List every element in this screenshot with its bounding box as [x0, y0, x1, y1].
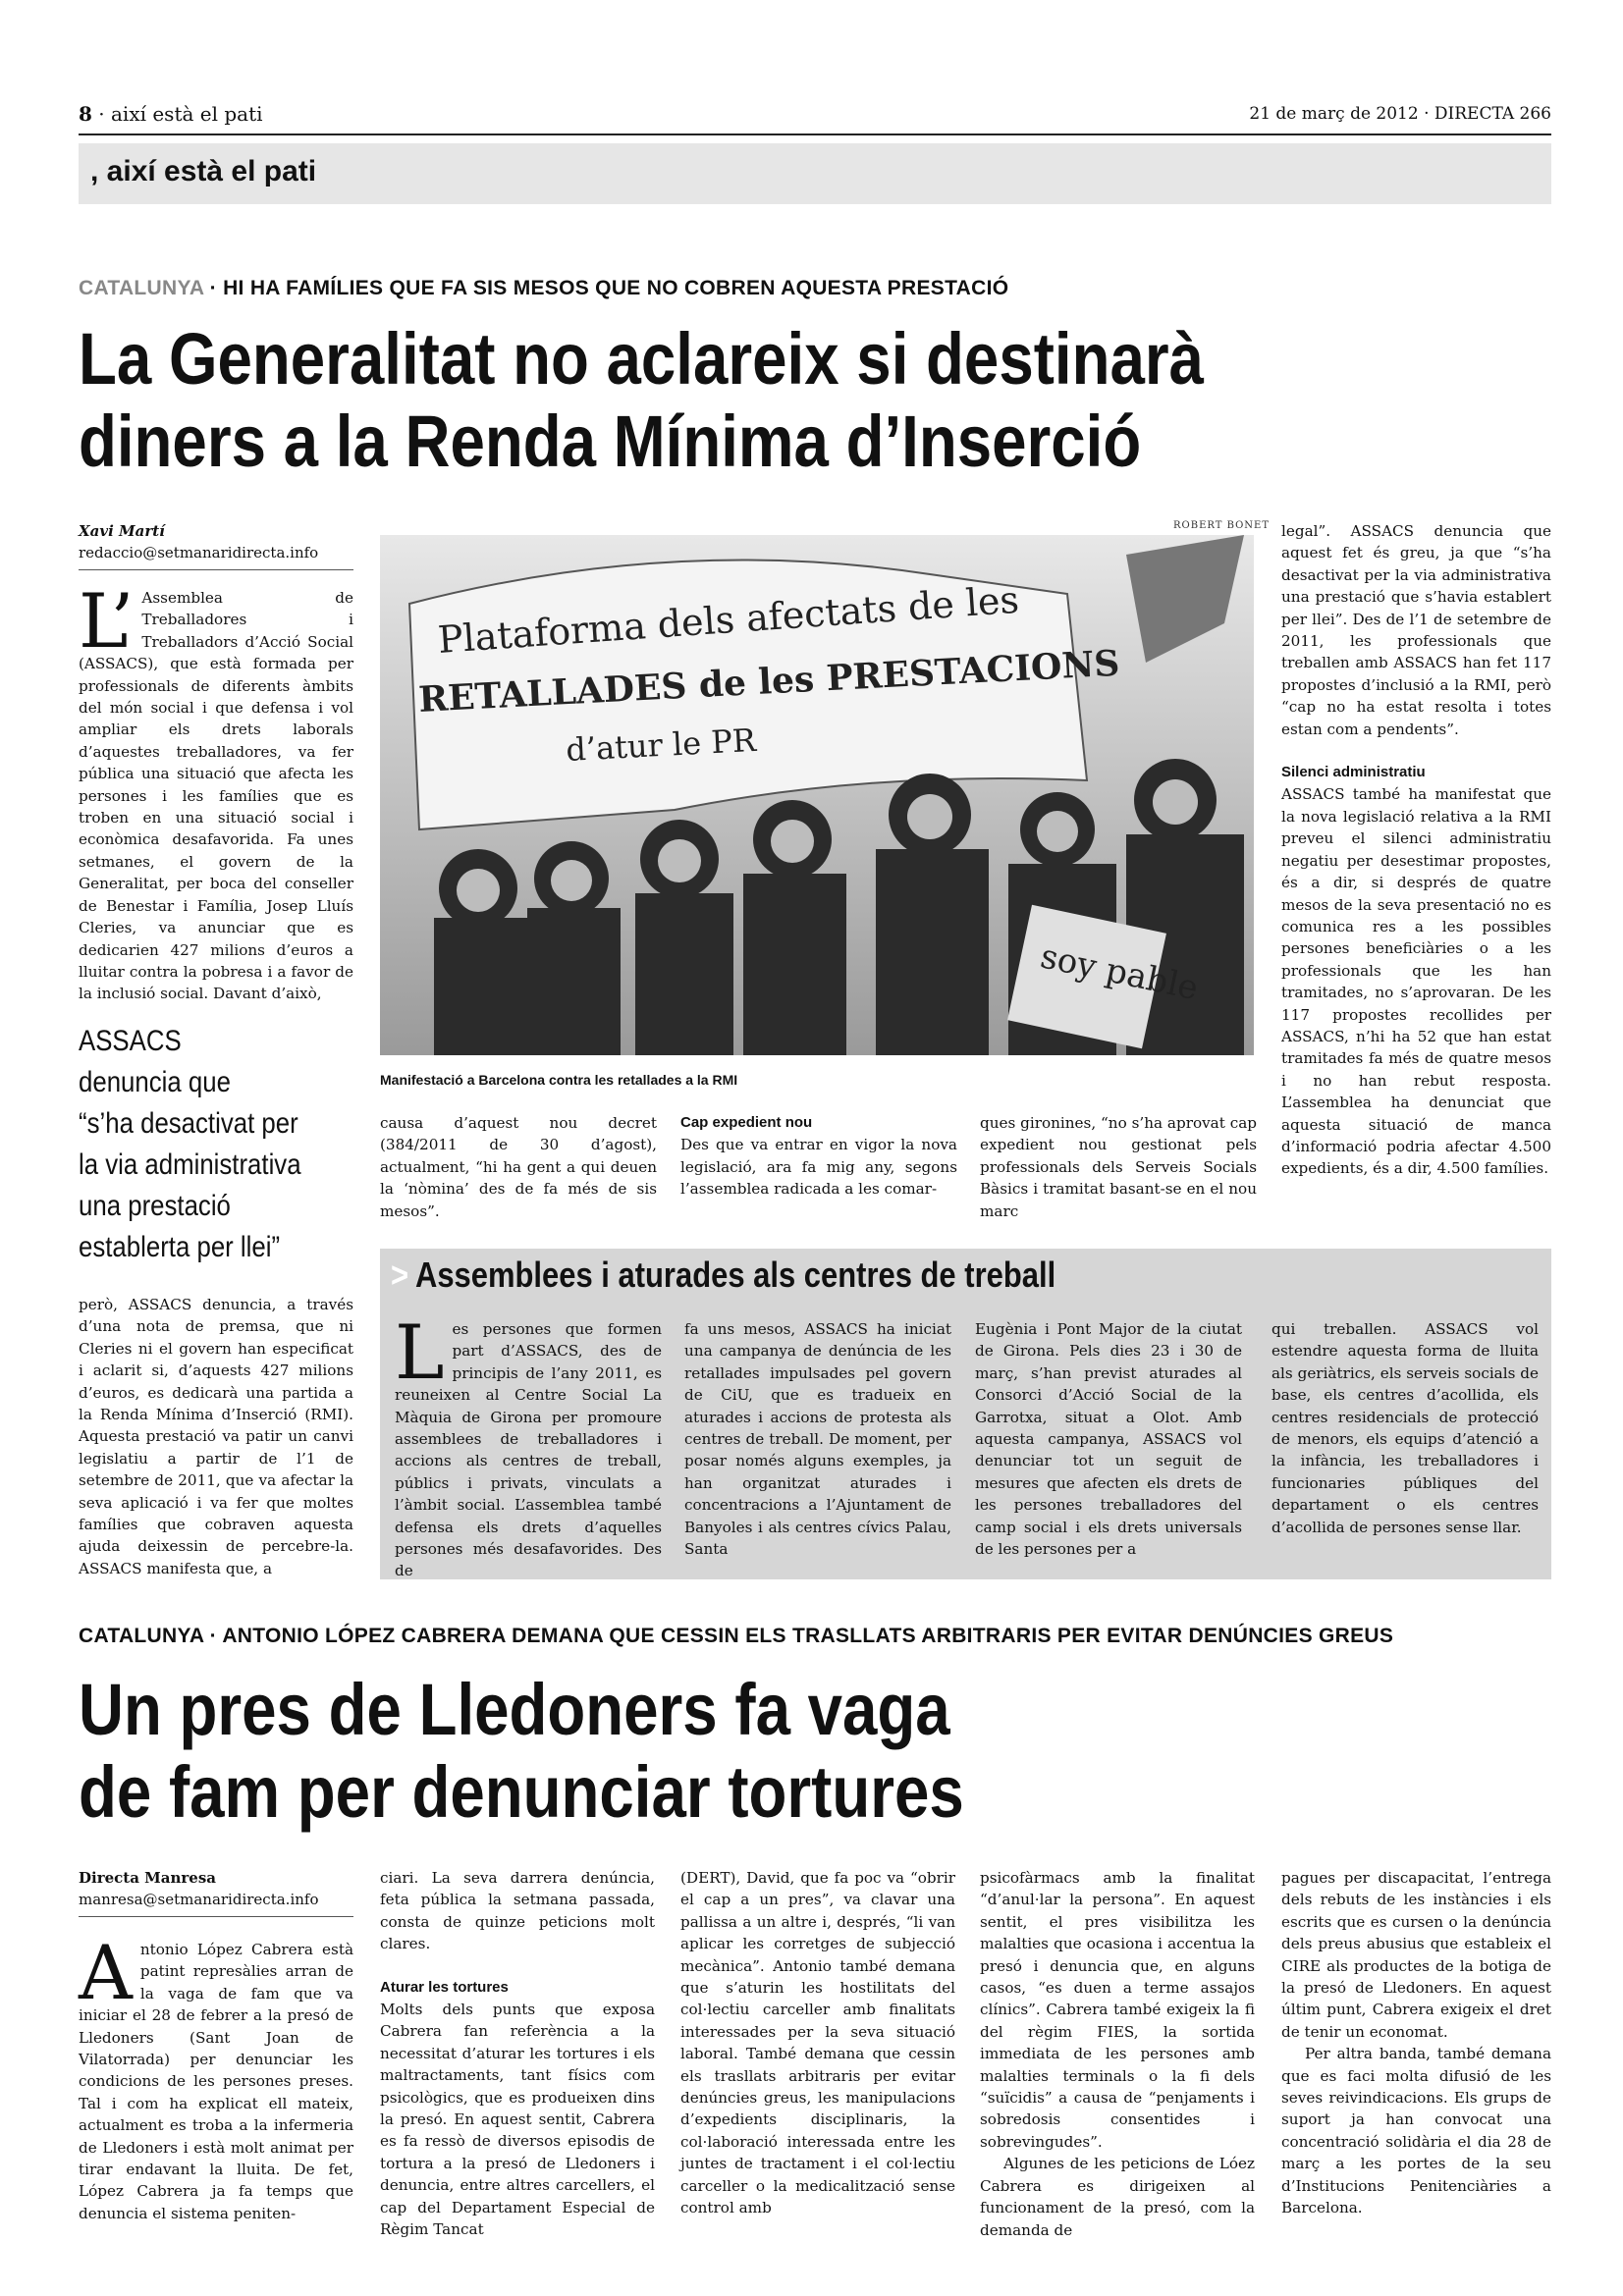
box-col4: [1271, 1318, 1539, 1538]
pull-quote: [79, 1021, 301, 1268]
page-folio: [79, 102, 263, 126]
story1-col2: [380, 1112, 657, 1222]
headline-line: diners a la Renda Mínima d’Inserció: [79, 400, 1142, 482]
body-text: causa d’aquest nou decret (384/2011 de 30 d’agost), actualment, “hi ha gent a qui deuen la ‘nòmina’ des de fa més de sis mesos”.: [380, 1114, 657, 1220]
body-text: ntonio López Cabrera està patint represàlies arran de la vaga de fam que va iniciar el 28 de febrer a la presó de Lledoners (Sant Joan de Vilatorrada) per denunciar les condicions de les persones preses. Tal i com ha explicat ell mateix, actualment es troba a la infermeria de Lledoners i està molt animat per tirar endavant la lluita. De fet, López Cabrera ja fa temps que denuncia el sistema peniten-: [79, 1941, 353, 2222]
body-text: qui treballen. ASSACS vol estendre aquesta forma de lluita als geriàtrics, els serveis socials de base, els centres d’acollida, els centres residencials de protecció de menors, els equips d’atenció a la infància, les treballadores i funcionaries públiques del departament o els centres d’acollida de persones sense llar.: [1271, 1320, 1539, 1536]
sidebar-box-title: [391, 1255, 1055, 1296]
box-marker: >: [391, 1255, 409, 1295]
story2-headline: [79, 1669, 964, 1834]
sign-text: soy pable: [1037, 936, 1202, 1009]
body-text: psicofàrmacs amb la finalitat “d’anul·lar la persona”. En aquest sentit, el pres visibilitza les malalties que ocasiona i accentua la presó i denuncia que, en alguns casos, “es duen a terme assajos clínics”. Cabrera també exigeix la fi del règim FIES, la sortida immediata de les persones amb malalties terminals o la fi dels “suïcidis” a causa de “penjaments i sobredosis consentides i sobrevingudes”.: [980, 1869, 1255, 2151]
story2-col1: [79, 1929, 353, 2224]
banner-line: RETALLADES de les PRESTACIONS: [417, 642, 1121, 721]
author-email[interactable]: redaccio@setmanaridirecta.info: [79, 544, 319, 561]
author-name: Directa Manresa: [79, 1869, 216, 1887]
story1-byline: [79, 520, 353, 570]
body-text: però, ASSACS denuncia, a través d’una nota de premsa, que ni Cleries ni el govern han especificat i aclarit si, d’aquests 427 milions d’euros, es dedicarà una partida a la Renda Mínima d’Inserció (RMI). Aquesta prestació va patir un canvi legislatiu a partir de l’1 de setembre de 2011, que va afectar la seva aplicació i va fer que moltes famílies que cobraven aquesta ajuda deixessin de percebre-la. ASSACS manifesta que, a: [79, 1296, 353, 1577]
body-text: ques gironines, “no s’ha aprovat cap expedient nou gestionat pels professionals dels Serveis Socials Bàsics i tramitat basant-se en el nou marc: [980, 1114, 1257, 1220]
pull-quote-line: la via administrativa: [79, 1148, 301, 1181]
body-text: legal”. ASSACS denuncia que aquest fet és greu, ja que “s’ha desactivat per la via administrativa una prestació que s’havia establert per llei”. Des de l’1 de setembre de 2011, les professionals que treballen amb ASSACS han fet 117 propostes d’inclusió a la RMI, però “cap no ha estat resolta i totes estan com a pendents”.: [1281, 522, 1551, 738]
body-text: pagues per discapacitat, l’entrega dels rebuts de les instàncies i els escrits que es cursen o la denúncia dels preus abusius que estableix el CIRE als productes de la botiga de la presó de Lledoners. En aquest últim punt, Cabrera exigeix el dret de tenir un economat.: [1281, 1869, 1551, 2041]
banner-line: Plataforma dels afectats de les: [436, 577, 1021, 662]
body-text: Assemblea de Treballadores i Treballadors d’Acció Social (ASSACS), que està formada per professionals de diferents àmbits del món social i que defensa i vol ampliar els drets laborals d’aquestes treballadores, va fer pública una situació que afecta les persones i les famílies que es troben en una situació social i econòmica desafavorida. Fa unes setmanes, el govern de la Generalitat, per boca del conseller de Benestar i Família, Josep Lluís Cleries, va anunciar que es dedicarien 427 milions d’euros a lluitar contra la pobresa i a favor de la inclusió social. Davant d’això,: [79, 589, 353, 1003]
section-band: [79, 143, 1551, 204]
story1-headline: [79, 318, 1204, 483]
story2-kicker: CATALUNYA · ANTONIO LÓPEZ CABRERA DEMANA QUE CESSIN ELS TRASLLATS ARBITRARIS PER EVITAR DENÚNCIES GREUS: [79, 1625, 1394, 1647]
kicker-text: · HI HA FAMÍLIES QUE FA SIS MESOS QUE NO COBREN AQUESTA PRESTACIÓ: [203, 277, 1009, 299]
story1-col1a: [79, 577, 353, 1005]
story2-col4: [980, 1867, 1255, 2241]
dropcap: L’: [79, 577, 135, 665]
body-text: fa uns mesos, ASSACS ha iniciat una campanya de denúncia de les retallades impulsades pel govern de CiU, que es tradueix en aturades i accions de protesta als centres de treball. De moment, per posar només alguns exemples, ja han organitzat aturades i concentracions a l’Ajuntament de Banyoles i als centres cívics Palau, Santa: [684, 1320, 951, 1559]
story1-col5: [1281, 520, 1551, 1180]
page-number: 8: [79, 102, 92, 126]
section-label: , així està el pati: [90, 155, 317, 187]
subheading: Aturar les tortures: [380, 1978, 509, 1996]
issue-info: 21 de març de 2012 · DIRECTA 266: [1249, 104, 1551, 124]
box-col1: [395, 1308, 662, 1582]
story2-col5: [1281, 1867, 1551, 2219]
body-text: es persones que formen part d’ASSACS, des de principis de l’any 2011, es reuneixen al Centre Social La Màquia de Girona per promoure assemblees de treballadores i accions als centres de treball, públics i privats, vinculats a l’àmbit social. L’assemblea també defensa els drets d’aquelles persones més desafavorides. Des de: [395, 1320, 662, 1580]
byline-rule: [79, 1916, 353, 1917]
story1-col4: [980, 1112, 1257, 1222]
pull-quote-line: una prestació: [79, 1190, 231, 1222]
subheading: Cap expedient nou: [680, 1114, 813, 1131]
kicker-region: CATALUNYA: [79, 277, 204, 299]
pull-quote-line: denuncia que: [79, 1066, 231, 1098]
headline-line: Un pres de Lledoners fa vaga: [79, 1669, 950, 1750]
photo-credit: ROBERT BONET: [1173, 520, 1271, 531]
pull-quote-line: “s’ha desactivat per: [79, 1107, 298, 1140]
box-title-text: Assemblees i aturades als centres de treball: [414, 1255, 1056, 1295]
story2-col3: [680, 1867, 955, 2219]
box-col3: [975, 1318, 1242, 1560]
story1-col1b: [79, 1294, 353, 1579]
author-email[interactable]: manresa@setmanaridirecta.info: [79, 1891, 319, 1908]
body-text: Eugènia i Pont Major de la ciutat de Girona. Pels dies 23 i 30 de març, s’han previst aturades al Consorci d’Acció Social de la Garrotxa, situat a Olot. Amb aquesta campanya, ASSACS vol denunciar tot un seguit de mesures que afecten els drets de les persones treballadores del camp social i els drets universals de les persones per a: [975, 1320, 1242, 1559]
dropcap: L: [395, 1308, 445, 1396]
body-text: ASSACS també ha manifestat que la nova legislació relativa a la RMI preveu el silenci administratiu negatiu per desestimar propostes, és a dir, si després de quatre mesos de la seva presentació no es comunica res a les possibles persones beneficiàries o a les professionals que les han tramitades, no s’aprovaran. De les 117 propostes recollides per ASSACS, n’hi ha 52 que han estat tramitades fa més de quatre mesos i no han rebut resposta. L’assemblea ha denunciat que aquesta situació de manca d’informació podria afectar 4.500 expedients, és a dir, 4.500 famílies.: [1281, 785, 1551, 1178]
body-text: Molts dels punts que exposa Cabrera fan referència a la necessitat d’aturar les tortures i els maltractaments, tant físics com psicològics, que es produeixen dins la presó. En aquest sentit, Cabrera es fa ressò de diversos episodis de tortura a la presó de Lledoners i denuncia, entre altres carcellers, el cap del Departament Especial de Règim Tancat: [380, 2001, 655, 2239]
story2-byline: [79, 1867, 353, 1917]
subheading: Silenci administratiu: [1281, 764, 1426, 781]
byline-rule: [79, 569, 353, 570]
dropcap: A: [79, 1929, 133, 2016]
protest-photo: [380, 535, 1254, 1055]
headline-line: de fam per denunciar tortures: [79, 1751, 964, 1833]
section-name: · així està el pati: [98, 102, 263, 126]
story2-col2: [380, 1867, 655, 2241]
photo-caption: Manifestació a Barcelona contra les retallades a la RMI: [380, 1072, 738, 1088]
body-text: Algunes de les peticions de Lóez Cabrera es dirigeixen al funcionament de la presó, com la demanda de: [980, 2155, 1255, 2239]
pull-quote-line: ASSACS: [79, 1025, 182, 1057]
banner-line: d’atur le PR: [565, 721, 757, 769]
story1-col3: [680, 1112, 957, 1201]
box-col2: [684, 1318, 951, 1560]
photo-illustration: [380, 535, 1254, 1055]
body-text: Per altra banda, també demana que es faci molta difusió de les seves reivindicacions. Els grups de suport ja han convocat una concentració solidària el dia 28 de març a les portes de la seu d’Institucions Penitenciàries a Barcelona.: [1281, 2045, 1551, 2217]
running-head: [79, 96, 1551, 135]
story1-kicker: [79, 277, 1008, 300]
body-text: Des que va entrar en vigor la nova legislació, ara fa mig any, segons l’assemblea radicada a les comar-: [680, 1136, 957, 1199]
pull-quote-line: establerta per llei”: [79, 1231, 281, 1263]
body-text: (DERT), David, que fa poc va “obrir el cap a un pres”, va clavar una pallissa a un altre i, després, “li van aplicar les corretges de subjecció mecànica”. Antonio també demana que s’aturin les hostilitats del col·lectiu carceller amb finalitats interessades per la seva situació laboral. També demana que cessin els trasllats arbitraris per evitar denúncies greus, les manipulacions d’expedients disciplinaris, la col·laboració interessada entre les juntes de tractament i el col·lectiu carceller o la medicalització sense control amb: [680, 1869, 955, 2217]
author-name: Xavi Martí: [79, 522, 165, 540]
headline-line: La Generalitat no aclareix si destinarà: [79, 318, 1205, 400]
body-text: ciari. La seva darrera denúncia, feta pública la setmana passada, consta de quinze peticions molt clares.: [380, 1869, 655, 1953]
